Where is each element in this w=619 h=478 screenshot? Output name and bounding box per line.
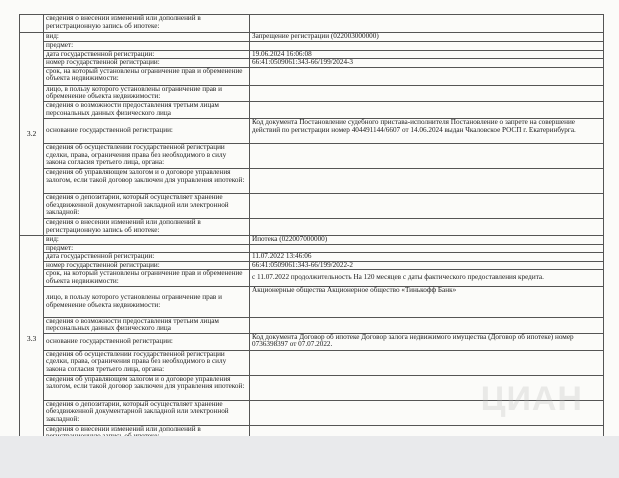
- row-value: [250, 350, 604, 375]
- row-label: основание государственной регистрации:: [44, 118, 250, 143]
- row-value: [250, 101, 604, 118]
- row-label: сведения о депозитарии, который осуществляет хранение обездвиженной документарной закладной или электронной закладной:: [44, 400, 250, 425]
- row-label: срок, на который установлены ограничение прав и обременение объекта недвижимости:: [44, 67, 250, 85]
- row-label: лицо, в пользу которого установлены ограничение прав и обременение объекта недвижимости:: [44, 286, 250, 317]
- row-label: вид:: [44, 235, 250, 244]
- row-value: [250, 15, 604, 33]
- table-row: [20, 33, 604, 42]
- row-label: сведения об управляющем залогом и о договоре управления залогом, если такой договор заключен для управления ипотекой:: [44, 168, 250, 193]
- table-row: [20, 67, 604, 85]
- encumbrance-table: [19, 14, 604, 442]
- row-label: предмет:: [44, 244, 250, 253]
- row-label: номер государственной регистрации:: [44, 59, 250, 68]
- row-value: [250, 218, 604, 235]
- row-label: лицо, в пользу которого установлены ограничение прав и обременение объекта недвижимости:: [44, 85, 250, 101]
- row-label: срок, на который установлены ограничение прав и обременение объекта недвижимости:: [44, 270, 250, 286]
- watermark-logo: ЦИАН: [480, 380, 583, 418]
- row-value: [250, 42, 604, 51]
- table-row: [20, 15, 604, 33]
- table-row: [20, 101, 604, 118]
- row-value: [250, 168, 604, 193]
- row-label: сведения об осуществлении государственной регистрации сделки, права, ограничения права без необходимого в силу закона согласия третьего лица, органа:: [44, 350, 250, 375]
- table-row: [20, 85, 604, 101]
- row-label: сведения о внесении изменений или дополнений в регистрационную запись об ипотеке:: [44, 15, 250, 33]
- row-label: дата государственной регистрации:: [44, 50, 250, 59]
- empty-num-cell: [20, 15, 44, 33]
- table-row: [20, 286, 604, 317]
- table-row: [20, 350, 604, 375]
- table-row: [20, 317, 604, 333]
- table-row: [20, 333, 604, 350]
- row-value: Ипотека (022007000000): [250, 235, 604, 244]
- row-value: с 11.07.2022 продолжительность На 120 месяцев с даты фактического предоставления кредита.: [250, 270, 604, 286]
- table-row: [20, 218, 604, 235]
- section-number: 3.2: [20, 33, 44, 236]
- table-row: [20, 253, 604, 262]
- row-value: 19.06.2024 16:06:08: [250, 50, 604, 59]
- row-label: сведения о внесении изменений или дополнений в: [44, 425, 250, 441]
- row-value: Акционерные общества Акционерное общество «Тинькофф Банк»: [250, 286, 604, 317]
- row-label: сведения о возможности предоставления третьим лицам персональных данных физического лица: [44, 101, 250, 118]
- row-label: вид:: [44, 33, 250, 42]
- row-label: сведения об осуществлении государственной регистрации сделки, права, ограничения права без необходимого в силу закона согласия третьего лица, органа:: [44, 143, 250, 168]
- row-label: сведения об управляющем залогом и о договоре управления залогом, если такой договор заключен для управления ипотекой:: [44, 375, 250, 400]
- row-label: сведения о депозитарии, который осуществляет хранение обездвиженной документарной закладной или электронной закладной:: [44, 193, 250, 218]
- row-value: [250, 143, 604, 168]
- row-label: основание государственной регистрации:: [44, 333, 250, 350]
- table-row: [20, 235, 604, 244]
- row-value: 11.07.2022 13:46:06: [250, 253, 604, 262]
- viewer-background: [0, 436, 619, 478]
- row-label: сведения о возможности предоставления третьим лицам персональных данных физического лица: [44, 317, 250, 333]
- row-label: предмет:: [44, 42, 250, 51]
- table-row: [20, 193, 604, 218]
- row-value: Код документа Договор об ипотеке Договор залога недвижимого имущества (Договор об ипотеке) номер 0736398397 от 07.07.2022.: [250, 333, 604, 350]
- row-label: номер государственной регистрации:: [44, 261, 250, 270]
- table-row: [20, 143, 604, 168]
- table-row: [20, 42, 604, 51]
- row-value: Код документа Постановление судебного пристава-исполнителя Постановление о запрете на совершение действий по регистрации номер 404491144/6607 от 14.06.2024 выдан Чкаловское РОСП г. Екатеринбурга.: [250, 118, 604, 143]
- table-row: [20, 168, 604, 193]
- row-value: 66:41:0509061:343-66/199/2022-2: [250, 261, 604, 270]
- row-value: [250, 317, 604, 333]
- row-value: [250, 67, 604, 85]
- row-value: [250, 85, 604, 101]
- row-label: сведения о внесении изменений или дополнений в регистрационную запись об ипотеке:: [44, 218, 250, 235]
- table-row: [20, 270, 604, 286]
- row-value: Запрещение регистрации (022003000000): [250, 33, 604, 42]
- table-row: [20, 118, 604, 143]
- table-row: [20, 59, 604, 68]
- section-number: 3.3: [20, 235, 44, 441]
- row-value: 66:41:0509061:343-66/199/2024-3: [250, 59, 604, 68]
- row-value: [250, 193, 604, 218]
- row-label: дата государственной регистрации:: [44, 253, 250, 262]
